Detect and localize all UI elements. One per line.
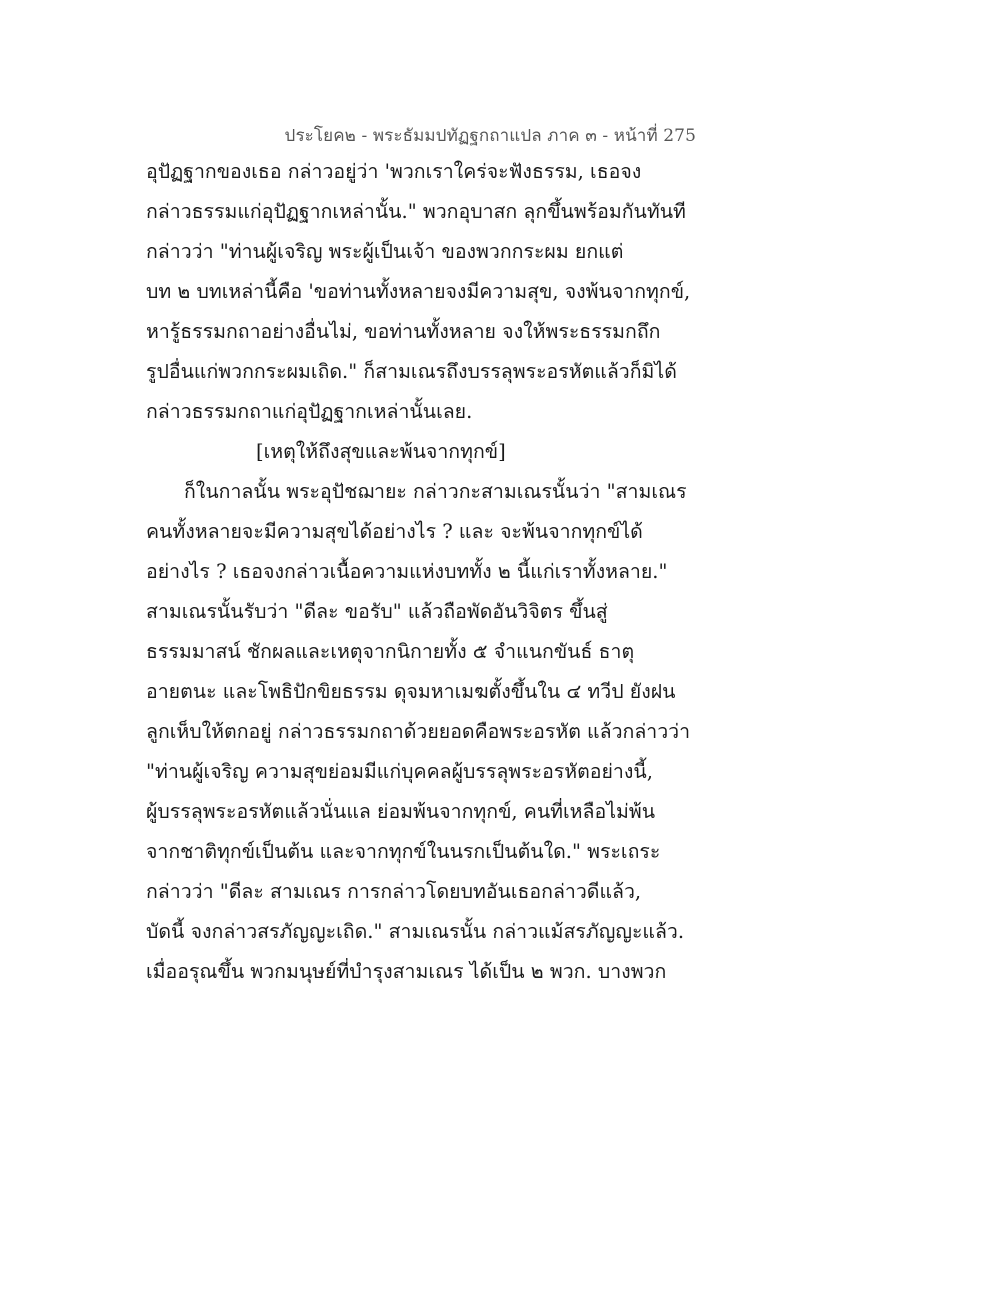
- text-line: ผู้บรรลุพระอรหัตแล้วนั่นแล ย่อมพ้นจากทุกข์, คนที่เหลือไม่พ้น: [146, 800, 656, 823]
- text-line: บท ๒ บทเหล่านี้คือ 'ขอท่านทั้งหลายจงมีความสุข, จงพ้นจากทุกข์,: [146, 280, 691, 303]
- text-line: ธรรมมาสน์ ชักผลและเหตุจากนิกายทั้ง ๕ จำแนกขันธ์ ธาตุ: [146, 640, 635, 663]
- text-line: บัดนี้ จงกล่าวสรภัญญะเถิด." สามเณรนั้น กล่าวแม้สรภัญญะแล้ว.: [146, 920, 685, 943]
- text-line: อย่างไร ? เธอจงกล่าวเนื้อความแห่งบททั้ง ๒ นี้แก่เราทั้งหลาย.": [146, 560, 668, 583]
- running-header: ประโยค๒ - พระธัมมปทัฏฐกถาแปล ภาค ๓ - หน้าที่ 275: [284, 126, 696, 146]
- text-line: กล่าวธรรมแก่อุปัฏฐากเหล่านั้น." พวกอุบาสก ลุกขึ้นพร้อมกันทันที: [146, 200, 686, 223]
- text-line: กล่าวว่า "ท่านผู้เจริญ พระผู้เป็นเจ้า ของพวกกระผม ยกแต่: [146, 240, 624, 263]
- text-line: "ท่านผู้เจริญ ความสุขย่อมมีแก่บุคคลผู้บรรลุพระอรหัตอย่างนี้,: [146, 760, 653, 783]
- text-line: ลูกเห็บให้ตกอยู่ กล่าวธรรมกถาด้วยยอดคือพระอรหัต แล้วกล่าวว่า: [146, 720, 691, 743]
- text-line: อุปัฏฐากของเธอ กล่าวอยู่ว่า 'พวกเราใคร่จะฟังธรรม, เธอจง: [146, 160, 642, 183]
- text-line: เมื่ออรุณขึ้น พวกมนุษย์ที่บำรุงสามเณร ได้เป็น ๒ พวก. บางพวก: [146, 960, 667, 983]
- text-line: จากชาติทุกข์เป็นต้น และจากทุกข์ในนรกเป็นต้นใด." พระเถระ: [146, 840, 661, 863]
- text-line: สามเณรนั้นรับว่า "ดีละ ขอรับ" แล้วถือพัดอันวิจิตร ขึ้นสู่: [146, 600, 608, 623]
- text-line: รูปอื่นแก่พวกกระผมเถิด." ก็สามเณรถึงบรรลุพระอรหัตแล้วก็มิได้: [146, 360, 677, 383]
- paragraph-first-line: ก็ในกาลนั้น พระอุปัชฌายะ กล่าวกะสามเณรนั้นว่า "สามเณร: [184, 480, 687, 503]
- text-line: กล่าวธรรมกถาแก่อุปัฏฐากเหล่านั้นเลย.: [146, 400, 473, 423]
- body-text: [146, 152, 691, 992]
- text-line: คนทั้งหลายจะมีความสุขได้อย่างไร ? และ จะพ้นจากทุกข์ได้: [146, 520, 643, 543]
- text-line: อายตนะ และโพธิปักขิยธรรม ดุจมหาเมฆตั้งขึ้นใน ๔ ทวีป ยังฝน: [146, 680, 676, 703]
- section-heading: [เหตุให้ถึงสุขและพ้นจากทุกข์]: [256, 440, 506, 463]
- text-line: กล่าวว่า "ดีละ สามเณร การกล่าวโดยบทอันเธอกล่าวดีแล้ว,: [146, 880, 642, 903]
- text-line: หารู้ธรรมกถาอย่างอื่นไม่, ขอท่านทั้งหลาย จงให้พระธรรมกถึก: [146, 320, 661, 343]
